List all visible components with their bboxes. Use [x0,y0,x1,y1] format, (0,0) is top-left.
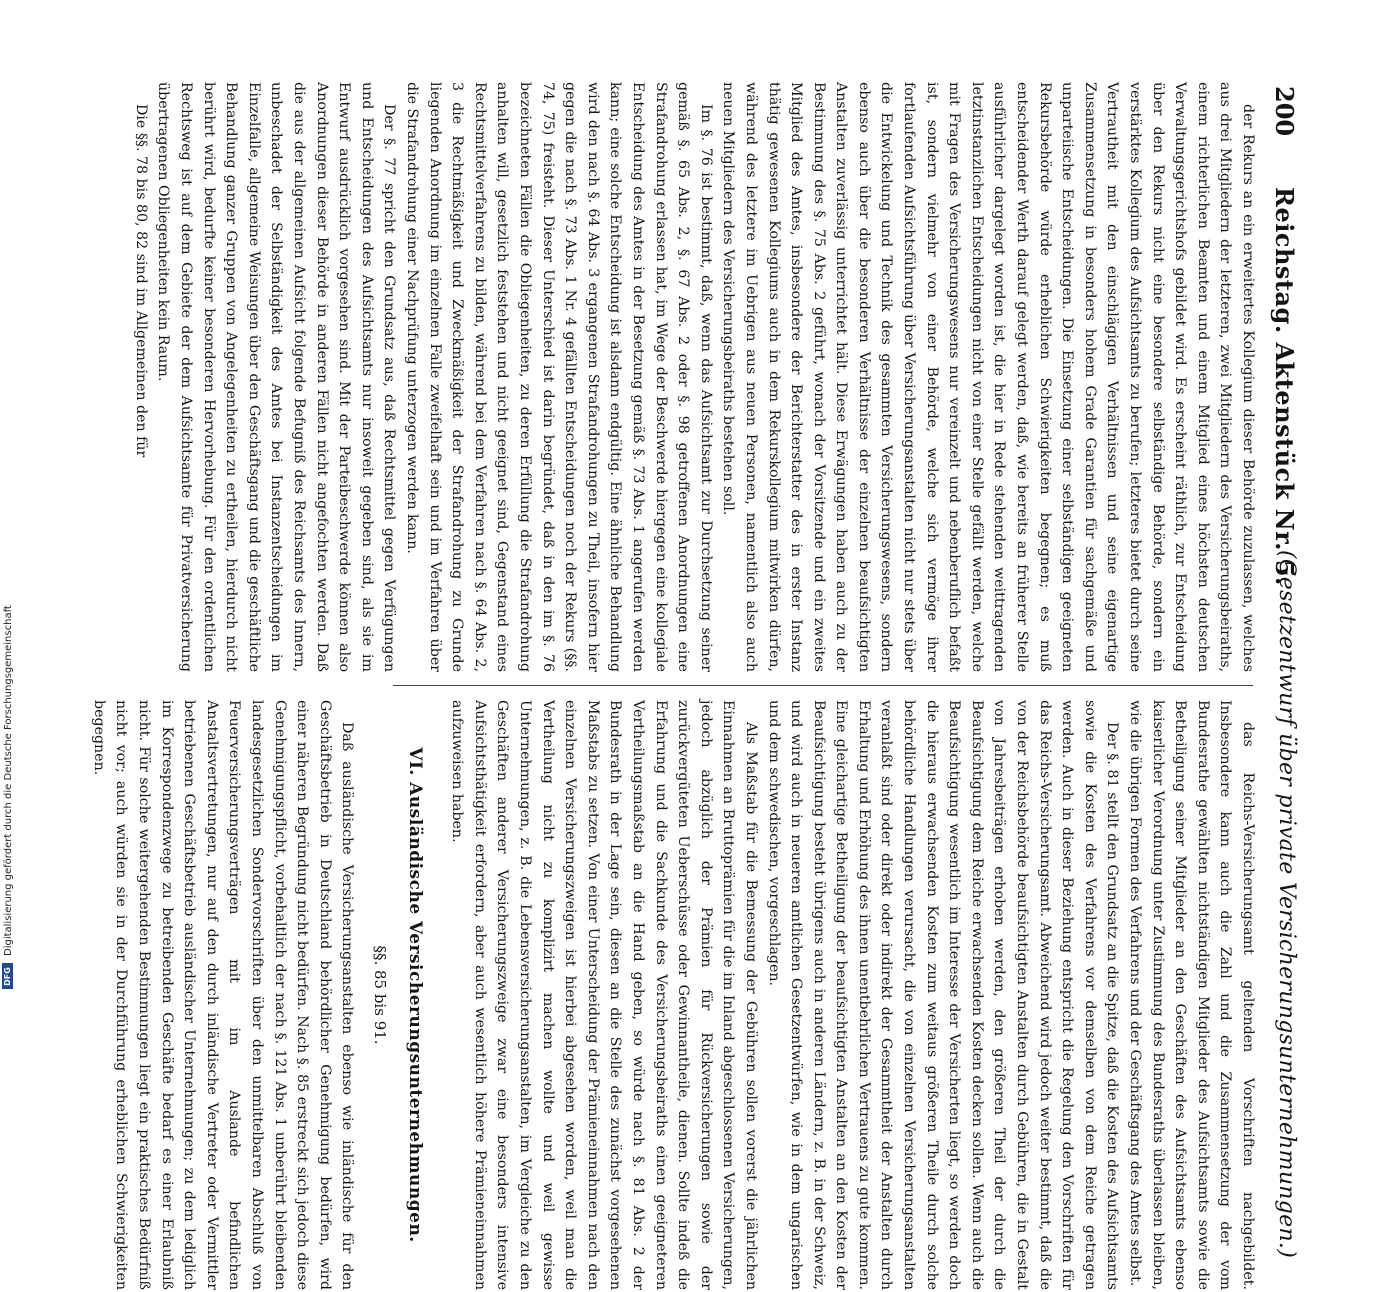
digitization-credit: Digitalisierung gefördert durch die Deutsche Forschungsgemeinschaft [3,605,14,956]
dfg-logo-text: DFG [3,966,13,986]
paragraph: Der §. 77 spricht den Grundsatz aus, daß Rechtsmittel gegen Verfügungen und Entscheidungen des Aufsichtsamts nur insoweit gegeben sind, als sie im Entwurf ausdrücklich vorgesehen sind. Mit der Parteibeschwerde können also Anordnungen dieser Behörde in anderen Fällen nicht angefochten werden. Daß die aus der allgemeinen Aufsicht folgende Befugniß des Reichsamts des Innern, unbeschadet der Selbständigkeit des Amtes bei Instanzentscheidungen im Einzelfalle, allgemeine Weisungen über den Geschäftsgang und die geschäftliche Behandlung ganzer Gruppen von Angelegenheiten zu ertheilen, hierdurch nicht berührt wird, bedurfte keiner besonderen Hervorhebung. Für den ordentlichen Rechtsweg ist auf dem Gebiete der dem Aufsichtsamte für Privatversicherung übertragenen Obliegenheiten kein Raum. [155,82,398,672]
paragraph: Als Maßstab für die Bemessung der Gebühren sollen vorerst die jährlichen Einnahmen an Bruttoprämien für die im Inland abgeschlossenen Versicherungen, jedoch abzüglich der Prämien für Rückversicherungen sowie der zurückvergüteten Ueberschüsse oder Gewinnantheile, dienen. Sollte indeß die Erfahrung und die Sachkunde des Versicherungsbeiraths einen geeigneteren Vertheilungsmaßstab an die Hand geben, so würde nach §. 81 Abs. 2 der Bundesrath in der Lage sein, diesen an die Stelle des zunächst vorgesehenen Maßstabs zu setzen. Von einer Unterscheidung der Prämieneinnahmen nach den einzelnen Versicherungszweigen ist hierbei abgesehen worden, weil man die Vertheilung nicht zu komplizirt machen wollte und weil gewisse Unternehmungen, z. B. die Lebensversicherungsanstalten, im Vergleiche zu den Geschäften anderer Versicherungszweige zwar eine besonders intensive Aufsichtsthätigkeit erfordern, aber auch wesentlich höhere Prämieneinnahmen aufzuweisen haben. [449,700,759,1290]
header-subtitle: (Gesetzentwurf über private Versicherungsunternehmungen.) [1274,550,1299,1259]
paragraph-range: §§. 85 bis 91. [371,945,390,1045]
page-header [1263,82,1303,1292]
paragraph: Der §. 81 stellt den Grundsatz an die Spitze, daß die Kosten des Aufsichtsamts sowie die Kosten des Verfahrens vor demselben von dem Reiche getragen werden. Auch in dieser Beziehung entspricht die Regelung den Vorschriften für das Reichs-Versicherungsamt. Abweichend wird jedoch weiter bestimmt, daß die von der Reichsbehörde beaufsichtigten Anstalten durch Gebühren, die in Gestalt von Jahresbeiträgen erhoben werden, den größeren Theil der durch die Beaufsichtigung dem Reiche erwachsenden Kosten decken sollen. Wenn auch die Beaufsichtigung wesentlich im Interesse der Versicherten liegt, so werden doch die hieraus erwachsenden Kosten zum weitaus größeren Theile durch solche behördliche Handlungen verursacht, die von einzelnen Versicherungsanstalten veranlaßt sind oder direkt oder indirekt der Gesammtheit der Anstalten durch Erhaltung und Erhöhung des ihnen unentbehrlichen Vertrauens zu gute kommen. Eine gleichartige Betheiligung der beaufsichtigten Anstalten an den Kosten der Beaufsichtigung besteht übrigens auch in anderen Ländern, z. B. in der Schweiz, und wird auch in neueren amtlichen Gesetzentwürfen, wie in dem ungarischen und dem schwedischen, vorgeschlagen. [765,700,1121,1290]
column-divider [393,685,1253,686]
paragraph: Die §§. 78 bis 80, 82 sind im Allgemeinen den für [132,104,149,458]
paragraph: Daß ausländische Versicherungsanstalten ebenso wie inländische für den Geschäftsbetrieb in Deutschland behördlicher Genehmigung bedürfen, wird einer näheren Begründung nicht bedürfen. Nach §. 85 erstreckt sich jedoch diese Genehmigungspflicht, vorbehaltlich der nach §. 121 Abs. 1 unberührt bleibenden landesgesetzlichen Sondervorschriften über den unmittelbaren Abschluß von Feuerversicherungsverträgen mit im Auslande befindlichen Anstaltsvertretungen, nur auf den durch inländische Vertreter oder Vermittler betriebenen Geschäftsbetrieb ausländischer Unternehmungen; zu dem lediglich im Korrespondenzwege zu betreibenden Geschäfte bedarf es einer Erlaubniß nicht. Für solche weitergehenden Bestimmungen liegt ein praktisches Bedürfniß nicht vor; auch würden sie in der Durchführung erheblichen Schwierigkeiten begegnen. [90,700,356,1290]
page-number: 200 [1270,86,1299,137]
left-column [132,82,1259,672]
paragraph: das Reichs-Versicherungsamt geltenden Vorschriften nachgebildet. Insbesondere kann auch die Zahl und die Zusammensetzung der vom Bundesrathe gewählten nichtständigen Mitglieder des Aufsichtsamts sowie die Betheiligung seiner Mitglieder an den Geschäften des Aufsichtsamts ebenso kaiserlicher Verordnung unter Zustimmung des Bundesraths überlassen bleiben, wie die übrigen Formen des Verfahrens und der Geschäftsgang des Amtes selbst. [1127,700,1256,1290]
right-column [90,700,1259,1290]
section-heading: VI. Ausländische Versicherungsunternehmungen. [404,747,425,1243]
paragraph: Im §. 76 ist bestimmt, daß, wenn das Aufsichtsamt zur Durchsetzung seiner gemäß §. 65 Abs. 2, §. 67 Abs. 2 oder §. 98 getroffenen Anordnungen eine Strafandrohung erlassen hat, im Wege der Beschwerde hiergegen eine kollegiale Entscheidung des Amtes in der Besetzung gemäß §. 73 Abs. 1 angerufen werden kann; eine solche Entscheidung ist alsdann endgültig. Eine ähnliche Behandlung wird den nach §. 64 Abs. 3 ergangenen Strafandrohungen zu Theil, insofern hier gegen die nach §. 73 Abs. 1 Nr. 4 gefällten Entscheidungen noch der Rekurs (§§. 74, 75) freisteht. Dieser Unterschied ist darin begründet, daß in den im §. 76 bezeichneten Fällen die Obliegenheiten, zu deren Erfüllung die Strafandrohung anhalten will, gesetzlich feststehen und nicht geeignet sind, Gegenstand eines Rechtsmittelverfahrens zu bilden, während bei dem Verfahren nach §. 64 Abs. 2, 3 die Rechtmäßigkeit und Zweckmäßigkeit der Strafandrohung zu Grunde liegenden Anordnung im einzelnen Falle zweifelhaft sein und im Verfahren über die Strafandrohung einer Nachprüfung unterzogen werden kann. [404,82,714,672]
document-page [90,82,1303,1292]
header-title: Reichstag. Aktenstück Nr. 5. [1270,187,1299,586]
paragraph: der Rekurs an ein erweitertes Kollegium dieser Behörde zuzulassen, welches aus drei Mitgliedern der letzteren, zwei Mitgliedern des Versicherungsbeiraths, einem richterlichen Beamten und einem Mitglied eines höchsten deutschen Verwaltungsgerichtshofs gebildet wird. Es erscheint räthlich, zur Entscheidung über den Rekurs nicht eine besondere selbständige Behörde, sondern ein verstärktes Kollegium des Aufsichtsamts zu berufen; letzteres bietet durch seine Vertrautheit mit den einschlägigen Verhältnissen und seine eigenartige Zusammensetzung in besonders hohem Grade Garantien für sachgemäße und unparteiische Entscheidungen. Die Einsetzung einer selbständigen geeigneten Rekursbehörde würde erheblichen Schwierigkeiten begegnen; es muß entscheidender Werth darauf gelegt werden, daß, wie bereits an früherer Stelle ausführlicher dargelegt worden ist, die hier in Rede stehenden weittragenden letztinstanzlichen Entscheidungen nicht von einer Stelle gefällt werden, welche mit Fragen des Versicherungswesens nur vereinzelt und nebenberuflich befaßt ist, sondern vielmehr von einer Behörde, welche sich vermöge ihrer fortlaufenden Aufsichtsführung über Versicherungsanstalten nicht nur stets über die Entwickelung und Technik des gesammten Versicherungswesens, sondern ebenso auch über die besonderen Verhältnisse der einzelnen beaufsichtigten Anstalten zuverlässig unterrichtet hält. Diese Erwägungen haben auch zu der Bestimmung des §. 75 Abs. 2 geführt, wonach der Vorsitzende und ein zweites Mitglied des Amtes, insbesondere der Berichterstatter des in erster Instanz thätig gewesenen Kollegiums auch in dem Rekurskollegium mitwirken dürfen, während des letztere im Uebrigen aus neuen Personen, namentlich also auch neuen Mitgliedern des Versicherungsbeiraths bestehen soll. [720,82,1256,672]
dfg-logo [2,963,13,989]
